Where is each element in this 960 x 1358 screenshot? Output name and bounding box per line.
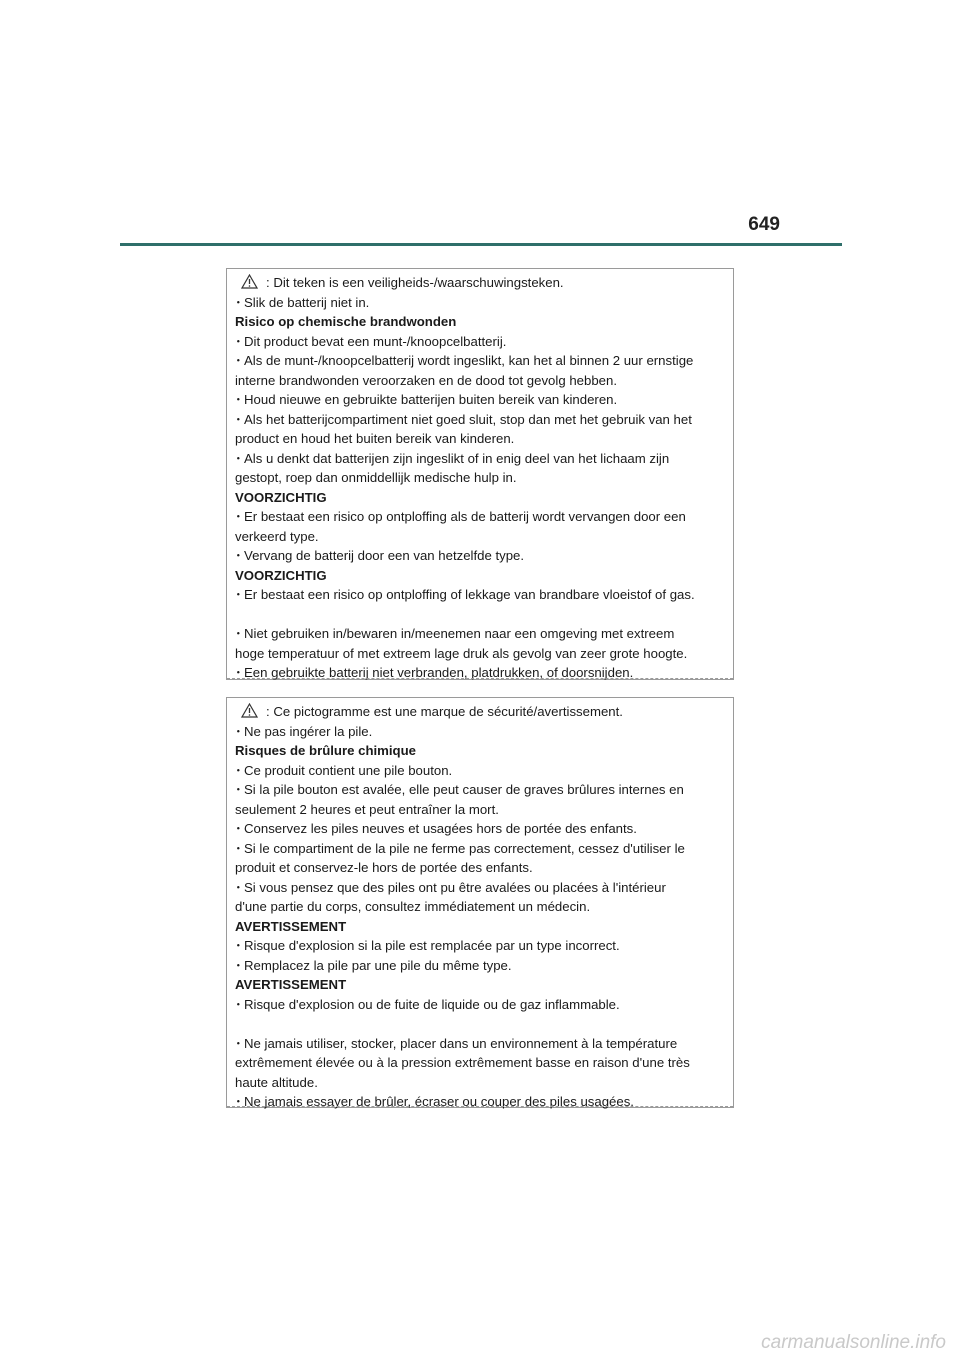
dutch-line-text — [235, 371, 725, 391]
dutch-line-bullet — [235, 624, 725, 644]
dutch-line-bullet — [235, 546, 725, 566]
header-rule — [120, 243, 842, 246]
french-line-warn — [235, 702, 725, 722]
bullet-dot: ･ — [235, 782, 242, 797]
french-line-bullet — [235, 995, 725, 1015]
dutch-line-bullet — [235, 410, 725, 430]
dutch-line-heading — [235, 566, 725, 586]
line-text: verkeerd type. — [235, 528, 319, 544]
french-warning-box — [226, 697, 734, 1108]
line-text: Risico op chemische brandwonden — [235, 314, 457, 329]
dutch-line-warn — [235, 273, 725, 293]
bullet-dot: ･ — [235, 509, 242, 524]
bullet-dot: ･ — [235, 450, 242, 466]
bullet-dot: ･ — [235, 762, 242, 778]
bullet-dot: ･ — [235, 548, 242, 563]
line-text: : Dit teken is een veiligheids-/waarschuwingsteken. — [266, 275, 564, 290]
line-text: Risque d'explosion ou de fuite de liquide ou de gaz inflammable. — [244, 996, 620, 1012]
line-text: Risques de brûlure chimique — [235, 743, 416, 758]
line-text: extrêmement élevée ou à la pression extrêmement basse en raison d'une très — [235, 1055, 690, 1070]
dutch-warning-box — [226, 268, 734, 680]
dutch-line-bullet — [235, 351, 725, 371]
line-text: Ne jamais essayer de brûler, écraser ou couper des piles usagées. — [244, 1094, 634, 1109]
bullet-dot: ･ — [235, 840, 242, 856]
line-text: Conservez les piles neuves et usagées hors de portée des enfants. — [244, 821, 637, 836]
bullet-dot: ･ — [235, 821, 242, 836]
warning-triangle-icon — [241, 703, 258, 718]
line-text: Risque d'explosion si la pile est remplacée par un type incorrect. — [244, 938, 620, 953]
line-text: Dit product bevat een munt-/knoopcelbatterij. — [244, 333, 507, 349]
line-text: hoge temperatuur of met extreem lage druk als gevolg van zeer grote hoogte. — [235, 645, 688, 661]
line-text: Niet gebruiken in/bewaren in/meenemen naar een omgeving met extreem — [244, 626, 675, 641]
line-text: Ce produit contient une pile bouton. — [244, 762, 453, 778]
line-text: AVERTISSEMENT — [235, 977, 347, 992]
bullet-dot: ･ — [235, 353, 242, 368]
line-text: Er bestaat een risico op ontploffing als de batterij wordt vervangen door een — [244, 509, 686, 524]
bullet-dot: ･ — [235, 723, 242, 739]
bullet-dot: ･ — [235, 392, 242, 407]
dutch-line-heading — [235, 312, 725, 332]
watermark: carmanualsonline.info — [761, 1332, 946, 1353]
line-text: : Ce pictogramme est une marque de sécurité/avertissement. — [266, 704, 623, 719]
dutch-line-bullet — [235, 293, 725, 313]
line-text: Si vous pensez que des piles ont pu être avalées ou placées à l'intérieur — [244, 879, 666, 895]
dutch-line-bullet — [235, 449, 725, 469]
french-line-blank — [235, 1014, 725, 1034]
line-text: gestopt, roep dan onmiddellijk medische hulp in. — [235, 470, 517, 485]
french-line-text — [235, 1053, 725, 1073]
line-text: Er bestaat een risico op ontploffing of lekkage van brandbare vloeistof of gas. — [244, 587, 695, 602]
bullet-dot: ･ — [235, 626, 242, 641]
line-text: VOORZICHTIG — [235, 567, 327, 583]
french-line-bullet — [235, 839, 725, 859]
bullet-dot: ･ — [235, 333, 242, 349]
dutch-line-text — [235, 644, 725, 664]
line-text: haute altitude. — [235, 1074, 318, 1090]
bullet-dot: ･ — [235, 996, 242, 1012]
line-text: Vervang de batterij door een van hetzelfde type. — [244, 548, 525, 563]
line-text: VOORZICHTIG — [235, 489, 327, 505]
bullet-dot: ･ — [235, 879, 242, 895]
french-line-bullet — [235, 819, 725, 839]
french-line-bullet — [235, 1034, 725, 1054]
line-text: Remplacez la pile par une pile du même type. — [244, 957, 512, 973]
french-line-heading — [235, 917, 725, 937]
line-text: Si le compartiment de la pile ne ferme pas correctement, cessez d'utiliser le — [244, 840, 685, 856]
french-line-heading — [235, 975, 725, 995]
page-number: 649 — [748, 214, 780, 235]
dutch-line-text — [235, 468, 725, 488]
bullet-dot: ･ — [235, 411, 242, 427]
line-text: Ne jamais utiliser, stocker, placer dans un environnement à la température — [244, 1035, 678, 1051]
bullet-dot: ･ — [235, 294, 242, 310]
bullet-dot: ･ — [235, 665, 242, 680]
line-text: produit et conservez-le hors de portée des enfants. — [235, 860, 533, 875]
warning-triangle-icon — [241, 274, 258, 289]
line-text: Slik de batterij niet in. — [244, 294, 370, 310]
line-text: Als het batterijcompartiment niet goed sluit, stop dan met het gebruik van het — [244, 411, 692, 427]
line-text: Als de munt-/knoopcelbatterij wordt ingeslikt, kan het al binnen 2 uur ernstige — [244, 353, 694, 368]
dutch-line-blank — [235, 605, 725, 625]
dutch-line-text — [235, 429, 725, 449]
line-text: d'une partie du corps, consultez immédiatement un médecin. — [235, 899, 591, 914]
french-line-text — [235, 800, 725, 820]
french-line-text — [235, 1073, 725, 1093]
dutch-line-bullet — [235, 390, 725, 410]
dutch-line-bullet — [235, 507, 725, 527]
french-line-bullet — [235, 780, 725, 800]
french-line-bullet — [235, 956, 725, 976]
french-line-text — [235, 897, 725, 917]
french-line-bullet — [235, 936, 725, 956]
bullet-dot: ･ — [235, 938, 242, 953]
bullet-dot: ･ — [235, 957, 242, 973]
line-text: interne brandwonden veroorzaken en de dood tot gevolg hebben. — [235, 372, 617, 388]
french-line-bullet — [235, 722, 725, 742]
line-text: seulement 2 heures et peut entraîner la mort. — [235, 801, 499, 817]
dutch-line-heading — [235, 488, 725, 508]
french-line-heading — [235, 741, 725, 761]
line-text: Een gebruikte batterij niet verbranden, platdrukken, of doorsnijden. — [244, 665, 634, 680]
bullet-dot: ･ — [235, 587, 242, 602]
french-line-bullet — [235, 1092, 725, 1112]
line-text: Ne pas ingérer la pile. — [244, 723, 373, 739]
line-text: product en houd het buiten bereik van kinderen. — [235, 431, 515, 446]
bullet-dot: ･ — [235, 1094, 242, 1109]
line-text: Houd nieuwe en gebruikte batterijen buiten bereik van kinderen. — [244, 392, 618, 407]
bullet-dot: ･ — [235, 1035, 242, 1051]
dutch-line-bullet — [235, 663, 725, 683]
line-text: AVERTISSEMENT — [235, 918, 347, 934]
french-line-bullet — [235, 761, 725, 781]
line-text: Si la pile bouton est avalée, elle peut causer de graves brûlures internes en — [244, 782, 684, 797]
french-line-text — [235, 858, 725, 878]
dutch-line-text — [235, 527, 725, 547]
dutch-line-bullet — [235, 585, 725, 605]
dutch-line-bullet — [235, 332, 725, 352]
line-text: Als u denkt dat batterijen zijn ingeslikt of in enig deel van het lichaam zijn — [244, 450, 670, 466]
french-line-bullet — [235, 878, 725, 898]
